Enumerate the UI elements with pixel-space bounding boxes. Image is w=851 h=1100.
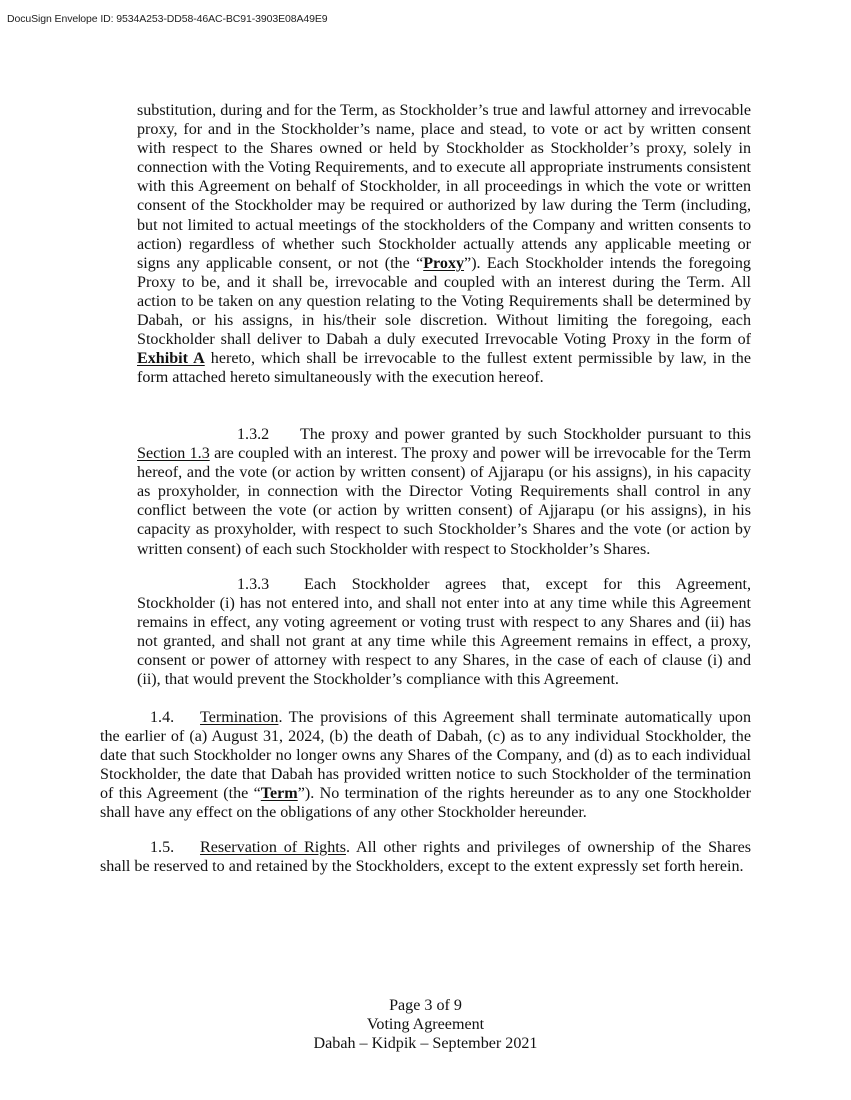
page-footer	[0, 996, 851, 1054]
section-number: 1.3.2	[237, 426, 270, 443]
section-1-3-2-text-b: are coupled with an interest. The proxy and power will be irrevocable for the Term hereof, and the vote (or action by written consent) of Ajjarapu (or his assigns), in his capacity as proxyholder, in connection with the Director Voting Requirements shall control in any conflict between the vote (or action by written consent) of Ajjarapu (or his assigns), in his capacity as proxyholder, with respect to such Stockholder’s Shares and the vote (or action by written consent) of each such Stockholder with respect to Stockholder’s Shares.	[137, 445, 751, 558]
section-1-4-text-b: ”). No termination of the rights hereunder as to any one Stockholder shall have any effect on the obligations of any other Stockholder hereunder.	[100, 785, 751, 822]
document-subtitle: Dabah – Kidpik – September 2021	[313, 1035, 538, 1053]
proxy-text-a: substitution, during and for the Term, as Stockholder’s true and lawful attorney and irrevocable proxy, for and in the Stockholder’s name, place and stead, to vote or act by written consent with respect to the Shares owned or held by Stockholder as Stockholder’s proxy, solely in connection with the Voting Requirements, and to execute all appropriate instruments consistent with this Agreement on behalf of Stockholder, in all proceedings in which the vote or written consent of the Stockholder may be required or authorized by law during the Term (including, but not limited to actual meetings of the stockholders of the Company and written consents to action) regardless of whether such Stockholder actually attends any applicable meeting or signs any applicable consent, or not (the “	[137, 102, 751, 272]
section-1-4-text-a: . The provisions of this Agreement shall terminate automatically upon the earlier of (a) August 31, 2024, (b) the death of Dabah, (c) as to any individual Stockholder, the date that such Stockholder no longer owns any Shares of the Company, and (d) as to each individual Stockholder, the date that Dabah has provided written notice to such Stockholder of the termination of this Agreement (the “	[100, 709, 751, 803]
section-1-3-reference: Section 1.3	[137, 445, 210, 463]
proxy-text-c: hereto, which shall be irrevocable to the fullest extent permissible by law, in the form attached hereto simultaneously with the execution hereof.	[137, 350, 751, 387]
page-number: Page 3 of 9	[389, 997, 462, 1014]
section-heading-reservation-of-rights: Reservation of Rights	[200, 839, 346, 856]
defined-term-proxy: Proxy	[423, 254, 465, 272]
section-1-3-3-text: Each Stockholder agrees that, except for this Agreement, Stockholder (i) has not entered into, and shall not enter into at any time while this Agreement remains in effect, any voting agreement or voting trust with respect to any Shares and (ii) has not granted, and shall not grant at any time while this Agreement remains in effect, a proxy, consent or power of attorney with respect to any Shares, in the case of each of clause (i) and (ii), that would prevent the Stockholder’s compliance with this Agreement.	[137, 576, 751, 689]
defined-term-term: Term	[260, 785, 298, 803]
section-1-3-2-text-a: The proxy and power granted by such Stockholder pursuant to this	[300, 426, 751, 443]
proxy-text-b: ”). Each Stockholder intends the foregoing Proxy to be, and it shall be, irrevocable and coupled with an interest during the Term. All action to be taken on any question relating to the Voting Requirements shall be determined by Dabah, or his assigns, in his/their sole discretion. Without limiting the foregoing, each Stockholder shall deliver to Dabah a duly executed Irrevocable Voting Proxy in the form of	[137, 254, 751, 349]
section-number: 1.4.	[150, 709, 175, 726]
section-1-3-2	[137, 425, 751, 559]
paragraph-proxy-grant	[137, 101, 751, 387]
section-1-5-reservation-of-rights	[100, 838, 751, 876]
section-1-3-3	[137, 575, 751, 690]
section-number: 1.3.3	[237, 576, 270, 593]
exhibit-a-reference: Exhibit A	[137, 350, 205, 368]
section-number: 1.5.	[150, 839, 175, 856]
docusign-envelope-id: DocuSign Envelope ID: 9534A253-DD58-46AC-BC91-3903E08A49E9	[7, 13, 328, 25]
section-1-4-termination	[100, 708, 751, 823]
section-1-5-text: . All other rights and privileges of ownership of the Shares shall be reserved to and retained by the Stockholders, except to the extent expressly set forth herein.	[100, 839, 751, 876]
section-heading-termination: Termination	[200, 709, 279, 726]
document-title: Voting Agreement	[366, 1016, 485, 1034]
